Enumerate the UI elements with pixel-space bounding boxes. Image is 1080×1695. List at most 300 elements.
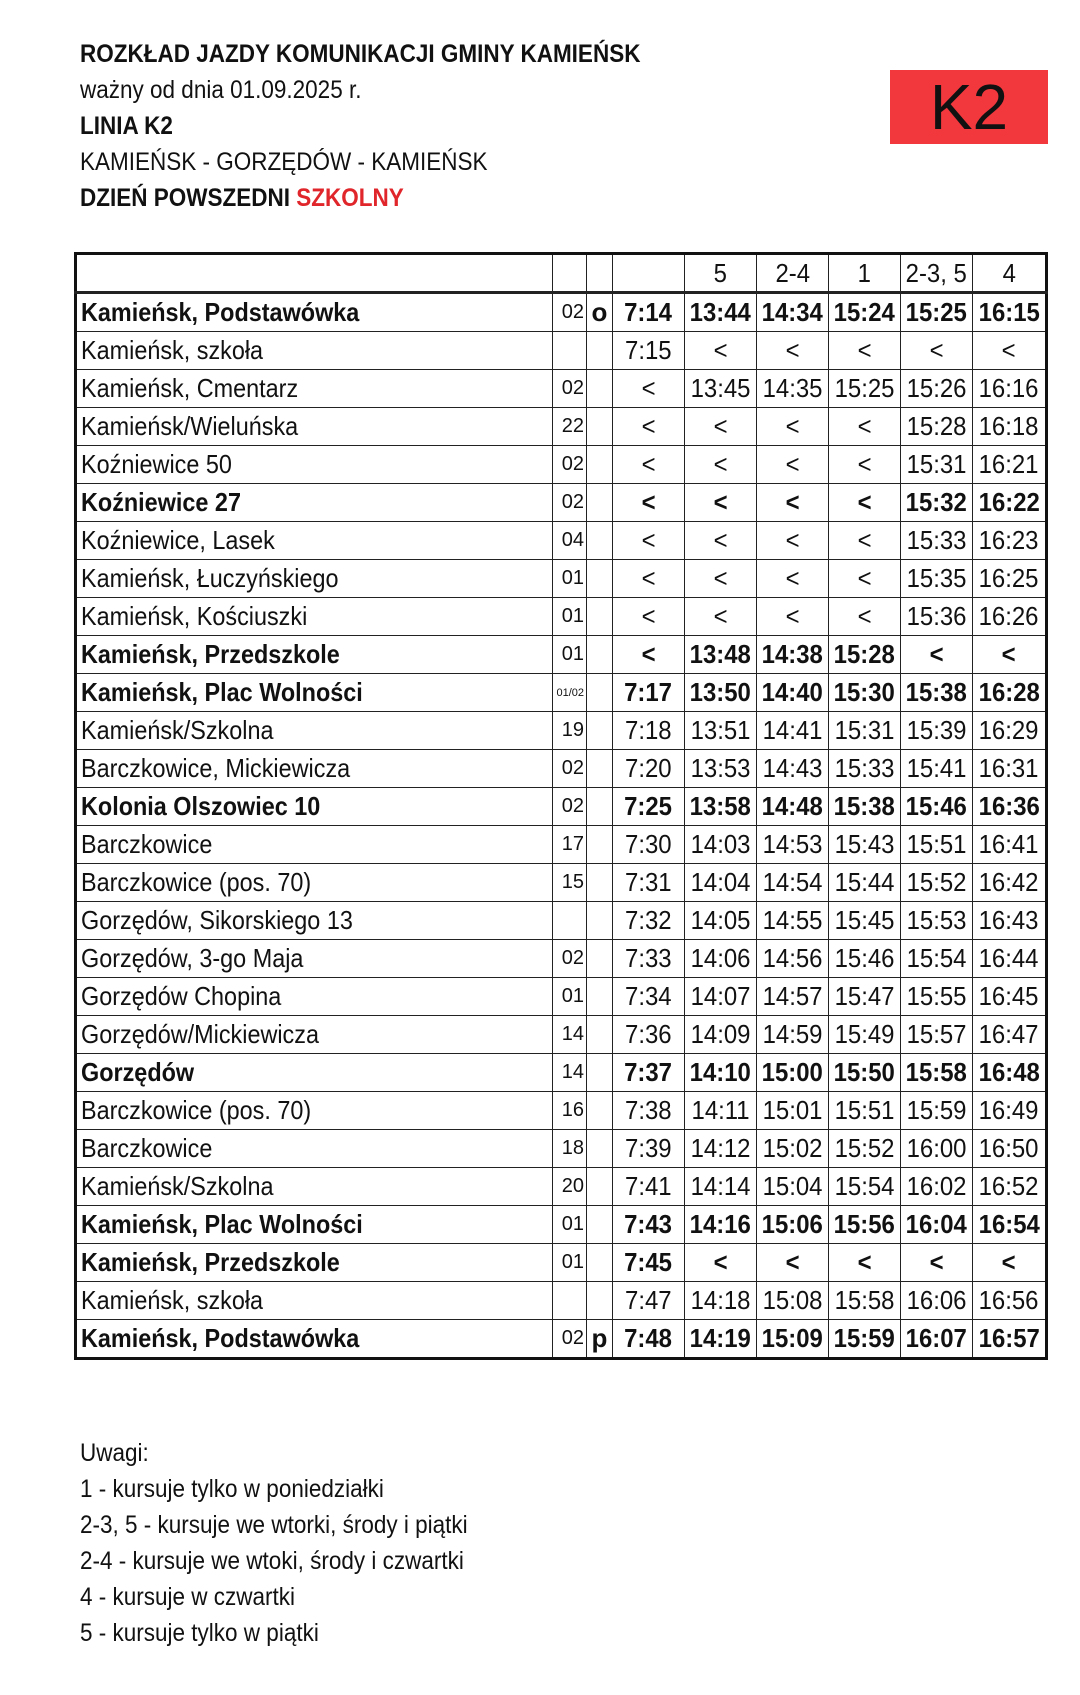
departure-time: 16:06 — [901, 1282, 973, 1320]
day-type — [80, 180, 710, 216]
stop-code: 22 — [553, 408, 587, 446]
note-item: 1 - kursuje tylko w poniedziałki — [80, 1475, 384, 1503]
departure-time: < — [757, 1244, 829, 1282]
stop-code: 01 — [553, 560, 587, 598]
departure-time: 16:41 — [973, 826, 1047, 864]
stop-name: Kamieńsk/Szkolna — [76, 712, 553, 750]
table-row — [76, 408, 1047, 446]
departure-time: < — [973, 1244, 1047, 1282]
table-row — [76, 446, 1047, 484]
stop-mark — [587, 408, 613, 446]
line-name: LINIA K2 — [80, 112, 173, 140]
stop-mark — [587, 712, 613, 750]
departure-time: 16:18 — [973, 408, 1047, 446]
stop-name: Gorzędów Chopina — [76, 978, 553, 1016]
stop-name: Kamieńsk, Podstawówka — [76, 293, 553, 332]
stop-name: Kamieńsk, Przedszkole — [76, 1244, 553, 1282]
stop-name: Kamieńsk, Łuczyńskiego — [76, 560, 553, 598]
departure-time: 14:55 — [757, 902, 829, 940]
departure-time: 7:39 — [613, 1130, 685, 1168]
table-row — [76, 1130, 1047, 1168]
departure-time: 16:21 — [973, 446, 1047, 484]
day-type-prefix: DZIEŃ POWSZEDNI — [80, 184, 291, 212]
departure-time: 15:50 — [829, 1054, 901, 1092]
stop-mark — [587, 560, 613, 598]
stop-mark — [587, 1244, 613, 1282]
departure-time: < — [685, 408, 757, 446]
departure-time: < — [757, 446, 829, 484]
table-row — [76, 674, 1047, 712]
departure-time: < — [829, 484, 901, 522]
note-item: 2-4 - kursuje we wtoki, środy i czwartki — [80, 1547, 464, 1575]
departure-time: 14:53 — [757, 826, 829, 864]
departure-time: 7:48 — [613, 1320, 685, 1359]
departure-time: 14:09 — [685, 1016, 757, 1054]
departure-time: 15:24 — [829, 293, 901, 332]
departure-time: < — [613, 446, 685, 484]
departure-time: < — [973, 636, 1047, 674]
departure-time: 15:57 — [901, 1016, 973, 1054]
stop-name: Koźniewice 50 — [76, 446, 553, 484]
stop-mark — [587, 978, 613, 1016]
stop-name: Barczkowice — [76, 826, 553, 864]
departure-time: 16:36 — [973, 788, 1047, 826]
departure-time: 16:25 — [973, 560, 1047, 598]
stop-code: 18 — [553, 1130, 587, 1168]
departure-time: 15:33 — [829, 750, 901, 788]
departure-time: 15:04 — [757, 1168, 829, 1206]
departure-time: 15:41 — [901, 750, 973, 788]
departure-time: 14:59 — [757, 1016, 829, 1054]
stop-mark — [587, 522, 613, 560]
departure-time: 15:55 — [901, 978, 973, 1016]
departure-time: 13:45 — [685, 370, 757, 408]
departure-time: 14:14 — [685, 1168, 757, 1206]
stop-code — [553, 332, 587, 370]
departure-time: 14:10 — [685, 1054, 757, 1092]
stop-name: Gorzędów, Sikorskiego 13 — [76, 902, 553, 940]
table-row — [76, 1054, 1047, 1092]
departure-time: 15:45 — [829, 902, 901, 940]
stop-mark — [587, 674, 613, 712]
stop-code: 19 — [553, 712, 587, 750]
header-blank-cell — [587, 254, 613, 293]
table-row — [76, 1320, 1047, 1359]
departure-time: 16:28 — [973, 674, 1047, 712]
departure-time: 7:15 — [613, 332, 685, 370]
line-badge: K2 — [890, 70, 1048, 144]
stop-code: 02 — [553, 293, 587, 332]
departure-time: < — [613, 408, 685, 446]
departure-time: 16:56 — [973, 1282, 1047, 1320]
departure-time: 15:09 — [757, 1320, 829, 1359]
departure-time: 7:43 — [613, 1206, 685, 1244]
stop-code: 04 — [553, 522, 587, 560]
departure-time: 7:31 — [613, 864, 685, 902]
stop-mark — [587, 598, 613, 636]
departure-time: 15:08 — [757, 1282, 829, 1320]
stop-name: Gorzędów — [76, 1054, 553, 1092]
departure-time: < — [829, 522, 901, 560]
column-header — [613, 254, 685, 293]
departure-time: 14:18 — [685, 1282, 757, 1320]
departure-time: 14:04 — [685, 864, 757, 902]
table-header-row — [76, 254, 1047, 293]
stop-name: Gorzędów/Mickiewicza — [76, 1016, 553, 1054]
header-blank-cell — [553, 254, 587, 293]
departure-time: 7:45 — [613, 1244, 685, 1282]
departure-time: < — [757, 408, 829, 446]
departure-time: < — [757, 522, 829, 560]
departure-time: 7:33 — [613, 940, 685, 978]
stop-mark — [587, 1206, 613, 1244]
stop-code: 01 — [553, 1244, 587, 1282]
departure-time: 15:00 — [757, 1054, 829, 1092]
departure-time: 15:02 — [757, 1130, 829, 1168]
departure-time: 15:58 — [901, 1054, 973, 1092]
stop-mark — [587, 902, 613, 940]
stop-name: Barczkowice (pos. 70) — [76, 864, 553, 902]
departure-time: 14:16 — [685, 1206, 757, 1244]
stop-name: Koźniewice 27 — [76, 484, 553, 522]
table-row — [76, 332, 1047, 370]
departure-time: 14:06 — [685, 940, 757, 978]
departure-time: 15:31 — [901, 446, 973, 484]
departure-time: 14:38 — [757, 636, 829, 674]
departure-time: 16:49 — [973, 1092, 1047, 1130]
departure-time: 7:47 — [613, 1282, 685, 1320]
day-type-highlight: SZKOLNY — [296, 184, 404, 212]
departure-time: 16:54 — [973, 1206, 1047, 1244]
stop-code — [553, 902, 587, 940]
stop-mark — [587, 370, 613, 408]
stop-mark — [587, 826, 613, 864]
departure-time: < — [901, 1244, 973, 1282]
column-header: 4 — [973, 254, 1047, 293]
departure-time: 15:56 — [829, 1206, 901, 1244]
stop-name: Kamieńsk/Szkolna — [76, 1168, 553, 1206]
table-row — [76, 788, 1047, 826]
departure-time: < — [901, 636, 973, 674]
stop-name: Kamieńsk, Kościuszki — [76, 598, 553, 636]
departure-time: 14:56 — [757, 940, 829, 978]
departure-time: 15:46 — [829, 940, 901, 978]
departure-time: 15:54 — [829, 1168, 901, 1206]
departure-time: < — [613, 598, 685, 636]
table-row — [76, 560, 1047, 598]
departure-time: < — [613, 636, 685, 674]
departure-time: < — [613, 560, 685, 598]
table-row — [76, 293, 1047, 332]
departure-time: < — [829, 332, 901, 370]
stop-name: Kamieńsk, Przedszkole — [76, 636, 553, 674]
departure-time: 14:05 — [685, 902, 757, 940]
departure-time: 15:26 — [901, 370, 973, 408]
departure-time: 15:59 — [901, 1092, 973, 1130]
departure-time: 16:48 — [973, 1054, 1047, 1092]
departure-time: < — [757, 332, 829, 370]
departure-time: 15:33 — [901, 522, 973, 560]
departure-time: 13:48 — [685, 636, 757, 674]
stop-mark: p — [587, 1320, 613, 1359]
departure-time: 15:28 — [901, 408, 973, 446]
departure-time: 7:38 — [613, 1092, 685, 1130]
departure-time: 15:52 — [901, 864, 973, 902]
departure-time: 14:41 — [757, 712, 829, 750]
departure-time: 7:30 — [613, 826, 685, 864]
departure-time: < — [613, 370, 685, 408]
departure-time: 16:00 — [901, 1130, 973, 1168]
departure-time: 14:43 — [757, 750, 829, 788]
departure-time: 7:18 — [613, 712, 685, 750]
departure-time: 15:46 — [901, 788, 973, 826]
departure-time: < — [757, 560, 829, 598]
column-header: 2-4 — [757, 254, 829, 293]
stop-code: 01 — [553, 978, 587, 1016]
departure-time: 16:42 — [973, 864, 1047, 902]
valid-from-date: ważny od dnia 01.09.2025 r. — [80, 76, 362, 104]
table-row — [76, 1168, 1047, 1206]
timetable-title: ROZKŁAD JAZDY KOMUNIKACJI GMINY KAMIEŃSK — [80, 40, 641, 68]
note-item: 2-3, 5 - kursuje we wtorki, środy i piątki — [80, 1511, 468, 1539]
departure-time: 13:53 — [685, 750, 757, 788]
stop-code: 02 — [553, 370, 587, 408]
table-row — [76, 978, 1047, 1016]
stop-name: Koźniewice, Lasek — [76, 522, 553, 560]
departure-time: 15:39 — [901, 712, 973, 750]
departure-time: 15:59 — [829, 1320, 901, 1359]
departure-time: 7:20 — [613, 750, 685, 788]
stop-mark — [587, 788, 613, 826]
stop-name: Kamieńsk, Plac Wolności — [76, 1206, 553, 1244]
stop-code: 02 — [553, 484, 587, 522]
departure-time: 14:34 — [757, 293, 829, 332]
stop-code: 14 — [553, 1016, 587, 1054]
departure-time: < — [757, 598, 829, 636]
departure-time: < — [685, 332, 757, 370]
departure-time: < — [685, 560, 757, 598]
departure-time: 15:31 — [829, 712, 901, 750]
stop-mark — [587, 446, 613, 484]
departure-time: 16:16 — [973, 370, 1047, 408]
departure-time: < — [973, 332, 1047, 370]
departure-time: 14:03 — [685, 826, 757, 864]
departure-time: 16:23 — [973, 522, 1047, 560]
departure-time: < — [901, 332, 973, 370]
departure-time: 13:58 — [685, 788, 757, 826]
column-header: 5 — [685, 254, 757, 293]
stop-code: 01/02 — [553, 674, 587, 712]
stop-name: Barczkowice — [76, 1130, 553, 1168]
departure-time: 15:38 — [901, 674, 973, 712]
stop-mark — [587, 1054, 613, 1092]
departure-time: 16:52 — [973, 1168, 1047, 1206]
stop-name: Kamieńsk/Wieluńska — [76, 408, 553, 446]
departure-time: 16:44 — [973, 940, 1047, 978]
departure-time: 16:04 — [901, 1206, 973, 1244]
departure-time: 15:38 — [829, 788, 901, 826]
departure-time: 15:30 — [829, 674, 901, 712]
departure-time: < — [757, 484, 829, 522]
departure-time: 7:32 — [613, 902, 685, 940]
table-row — [76, 1092, 1047, 1130]
departure-time: 15:01 — [757, 1092, 829, 1130]
stop-name: Barczkowice (pos. 70) — [76, 1092, 553, 1130]
departure-time: 7:14 — [613, 293, 685, 332]
departure-time: 14:19 — [685, 1320, 757, 1359]
route-name: KAMIEŃSK - GORZĘDÓW - KAMIEŃSK — [80, 148, 488, 176]
departure-time: 15:58 — [829, 1282, 901, 1320]
stop-mark — [587, 1092, 613, 1130]
departure-time: 16:43 — [973, 902, 1047, 940]
departure-time: < — [829, 446, 901, 484]
stop-code: 16 — [553, 1092, 587, 1130]
stop-mark — [587, 332, 613, 370]
departure-time: 7:37 — [613, 1054, 685, 1092]
header-blank-cell — [76, 254, 553, 293]
stop-mark — [587, 1168, 613, 1206]
stop-code: 02 — [553, 446, 587, 484]
departure-time: 15:51 — [829, 1092, 901, 1130]
stop-name: Kamieńsk, Cmentarz — [76, 370, 553, 408]
departure-time: 16:45 — [973, 978, 1047, 1016]
departure-time: < — [829, 560, 901, 598]
departure-time: 15:06 — [757, 1206, 829, 1244]
table-row — [76, 1244, 1047, 1282]
departure-time: 14:12 — [685, 1130, 757, 1168]
departure-time: 16:29 — [973, 712, 1047, 750]
timetable-header — [80, 36, 780, 216]
departure-time: 15:54 — [901, 940, 973, 978]
departure-time: 14:48 — [757, 788, 829, 826]
departure-time: 7:25 — [613, 788, 685, 826]
stop-name: Kamieńsk, Plac Wolności — [76, 674, 553, 712]
table-row — [76, 598, 1047, 636]
departure-time: 15:43 — [829, 826, 901, 864]
departure-time: 16:47 — [973, 1016, 1047, 1054]
stop-code: 14 — [553, 1054, 587, 1092]
departure-time: 16:22 — [973, 484, 1047, 522]
departure-time: 15:51 — [901, 826, 973, 864]
table-row — [76, 826, 1047, 864]
departure-time: 15:25 — [829, 370, 901, 408]
stop-code: 02 — [553, 940, 587, 978]
stop-name: Gorzędów, 3-go Maja — [76, 940, 553, 978]
stop-mark — [587, 1016, 613, 1054]
departure-time: < — [685, 446, 757, 484]
table-row — [76, 370, 1047, 408]
table-row — [76, 636, 1047, 674]
stop-code: 01 — [553, 636, 587, 674]
departure-time: 15:32 — [901, 484, 973, 522]
stop-mark: o — [587, 293, 613, 332]
departure-time: 16:26 — [973, 598, 1047, 636]
departure-time: 16:07 — [901, 1320, 973, 1359]
stop-code: 01 — [553, 598, 587, 636]
departure-time: 16:02 — [901, 1168, 973, 1206]
stop-code: 15 — [553, 864, 587, 902]
departure-time: 7:17 — [613, 674, 685, 712]
departure-time: 15:49 — [829, 1016, 901, 1054]
stop-name: Kamieńsk, Podstawówka — [76, 1320, 553, 1359]
departure-time: < — [829, 1244, 901, 1282]
departure-time: 16:50 — [973, 1130, 1047, 1168]
table-row — [76, 902, 1047, 940]
departure-time: < — [613, 522, 685, 560]
stop-mark — [587, 750, 613, 788]
column-header: 1 — [829, 254, 901, 293]
departure-time: 15:35 — [901, 560, 973, 598]
departure-time: 14:11 — [685, 1092, 757, 1130]
stop-code: 20 — [553, 1168, 587, 1206]
stop-name: Kamieńsk, szkoła — [76, 1282, 553, 1320]
stop-code: 02 — [553, 750, 587, 788]
stop-name: Barczkowice, Mickiewicza — [76, 750, 553, 788]
table-row — [76, 1016, 1047, 1054]
stop-code: 17 — [553, 826, 587, 864]
stop-code — [553, 1282, 587, 1320]
stop-mark — [587, 940, 613, 978]
departure-time: < — [685, 1244, 757, 1282]
stop-code: 01 — [553, 1206, 587, 1244]
timetable — [74, 252, 1048, 1360]
table-row — [76, 864, 1047, 902]
departure-time: < — [829, 408, 901, 446]
stop-name: Kamieńsk, szkoła — [76, 332, 553, 370]
stop-mark — [587, 1282, 613, 1320]
departure-time: 15:25 — [901, 293, 973, 332]
departure-time: < — [613, 484, 685, 522]
stop-mark — [587, 636, 613, 674]
departure-time: 15:44 — [829, 864, 901, 902]
stop-mark — [587, 864, 613, 902]
notes-heading: Uwagi: — [80, 1439, 149, 1467]
note-item: 4 - kursuje w czwartki — [80, 1583, 296, 1611]
stop-name: Kolonia Olszowiec 10 — [76, 788, 553, 826]
departure-time: 14:40 — [757, 674, 829, 712]
departure-time: 16:31 — [973, 750, 1047, 788]
stop-code: 02 — [553, 788, 587, 826]
departure-time: 13:50 — [685, 674, 757, 712]
stop-mark — [587, 484, 613, 522]
stop-mark — [587, 1130, 613, 1168]
departure-time: < — [829, 598, 901, 636]
stop-code: 02 — [553, 1320, 587, 1359]
table-row — [76, 940, 1047, 978]
departure-time: 14:35 — [757, 370, 829, 408]
note-item: 5 - kursuje tylko w piątki — [80, 1619, 319, 1647]
departure-time: < — [685, 484, 757, 522]
departure-time: 16:15 — [973, 293, 1047, 332]
notes-section — [80, 1435, 511, 1651]
table-row — [76, 750, 1047, 788]
departure-time: 7:41 — [613, 1168, 685, 1206]
departure-time: 15:36 — [901, 598, 973, 636]
departure-time: < — [685, 598, 757, 636]
departure-time: 15:47 — [829, 978, 901, 1016]
departure-time: 14:57 — [757, 978, 829, 1016]
table-row — [76, 1206, 1047, 1244]
departure-time: 13:44 — [685, 293, 757, 332]
departure-time: 15:53 — [901, 902, 973, 940]
departure-time: 14:54 — [757, 864, 829, 902]
departure-time: < — [685, 522, 757, 560]
departure-time: 13:51 — [685, 712, 757, 750]
table-row — [76, 522, 1047, 560]
departure-time: 15:28 — [829, 636, 901, 674]
table-row — [76, 484, 1047, 522]
departure-time: 15:52 — [829, 1130, 901, 1168]
